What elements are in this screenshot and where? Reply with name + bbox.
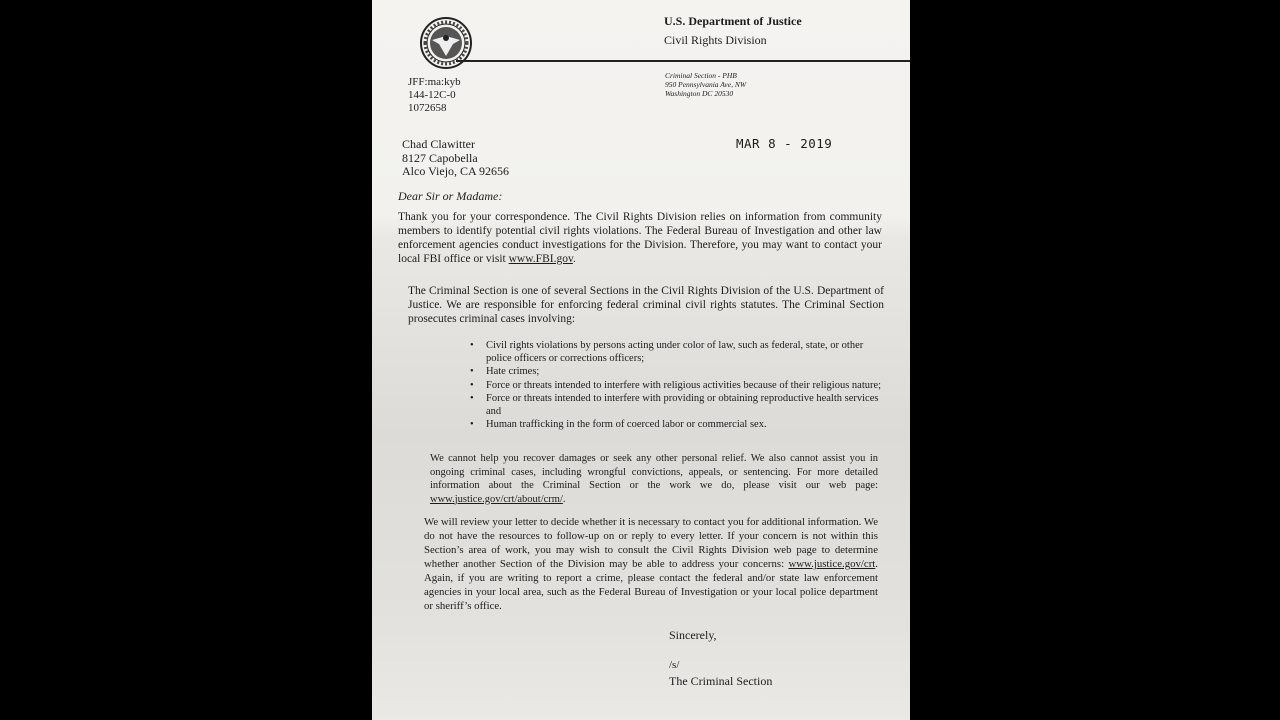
paragraph-review: [424, 515, 878, 613]
office-line: Washington DC 20530: [665, 89, 734, 98]
crt-link[interactable]: www.justice.gov/crt: [788, 558, 876, 570]
crm-link[interactable]: www.justice.gov/crt/about/crm/: [430, 493, 563, 505]
recipient-line: Chad Clawitter: [402, 137, 475, 151]
office-line: 950 Pennsylvania Ave, NW: [665, 80, 747, 89]
signature: /s/: [669, 659, 680, 671]
reference-line: 144-12C-0: [408, 89, 456, 101]
agency-name: U.S. Department of Justice: [664, 14, 802, 28]
letter-page: [372, 0, 910, 720]
office-address: [665, 71, 746, 98]
paragraph-text: We cannot help you recover damages or seek any other personal relief. We also cannot assist you in ongoing criminal cases, including wrongful convictions, appeals, or sentencing. For more detailed information about the Criminal Section or the work we do, please visit our web page:: [430, 453, 878, 491]
paragraph-text: . Again, if you are writing to report a crime, please contact the federal and/or state law enforcement agencies in your local area, such as the Federal Bureau of Investigation or your local police department or sheriff’s office.: [424, 558, 878, 612]
salutation: Dear Sir or Madame:: [398, 189, 503, 203]
closing: Sincerely,: [669, 628, 717, 642]
paragraph-text: Thank you for your correspondence. The Civil Rights Division relies on information from community members to identify potential civil rights violations. The Federal Bureau of Investigation and other law enforcement agencies conduct investigations for the Division. Therefore, you may want to contact your local FBI office or visit: [398, 211, 882, 265]
case-types-list: [464, 340, 884, 433]
recipient-line: Alco Viejo, CA 92656: [402, 164, 510, 178]
paragraph-end: .: [572, 253, 576, 265]
list-item: • Force or threats intended to interfere with providing or obtaining reproductive health services and: [464, 393, 884, 418]
list-item: • Human trafficking in the form of coerced labor or commercial sex.: [464, 419, 884, 432]
paragraph-fbi: [398, 210, 882, 266]
list-item: • Hate crimes;: [464, 366, 884, 379]
paragraph-end: .: [562, 493, 566, 505]
paragraph-limitations: [430, 452, 878, 506]
date-stamp: MAR 8 - 2019: [736, 136, 833, 151]
reference-block: [408, 76, 461, 115]
recipient-address: [402, 138, 509, 179]
paragraph-text: We will review your letter to decide whether it is necessary to contact you for additional information. We do not have the resources to follow-up on or reply to every letter. If your concern is not within this Section’s area of work, you may wish to consult the Civil Rights Division web page to determine whether another Section of the Division may be able to address your concerns:: [424, 516, 878, 570]
office-line: Criminal Section - PHB: [665, 71, 737, 80]
signer-name: The Criminal Section: [669, 674, 773, 688]
list-item: • Force or threats intended to interfere with religious activities because of their religious nature;: [464, 380, 884, 393]
list-item: • Civil rights violations by persons acting under color of law, such as federal, state, or other police officers or corrections officers;: [464, 340, 884, 365]
division-name: Civil Rights Division: [664, 33, 767, 47]
paragraph-criminal-section: The Criminal Section is one of several Sections in the Civil Rights Division of the U.S. Department of Justice. We are responsible for enforcing federal criminal civil rights statutes. The Criminal Section prosecutes criminal cases involving:: [408, 285, 884, 325]
recipient-line: 8127 Capobella: [402, 150, 478, 165]
fbi-link[interactable]: www.FBI.gov: [508, 253, 573, 265]
reference-line: JFF:ma:kyb: [408, 76, 461, 88]
reference-line: 1072658: [408, 102, 447, 114]
letterhead-divider: [456, 60, 910, 62]
